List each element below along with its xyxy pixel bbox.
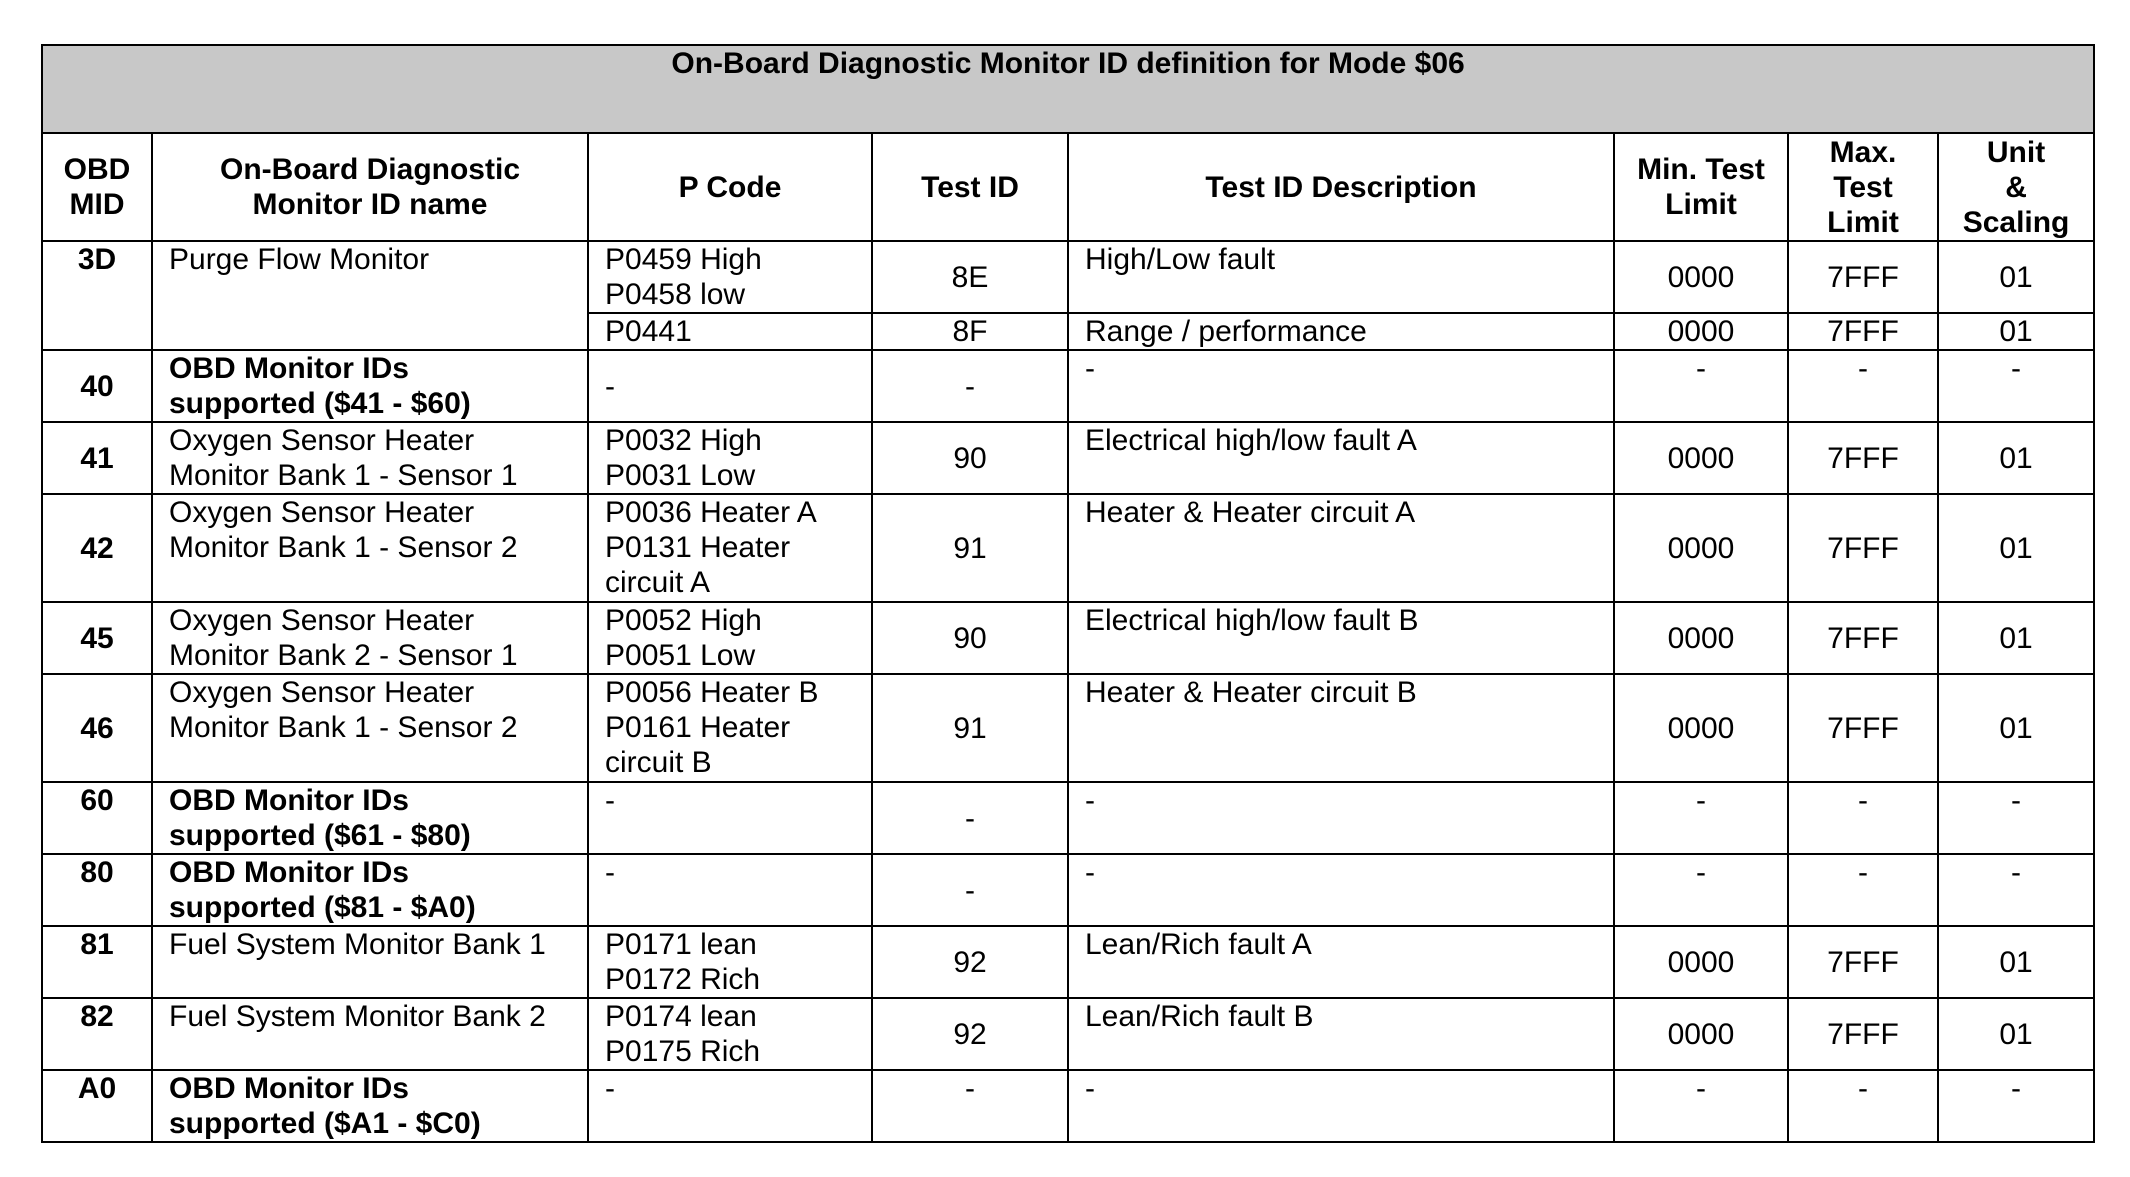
- description-cell: Range / performance: [1068, 313, 1614, 350]
- monitor-name-cell: [152, 422, 588, 494]
- monitor-name-cell: [152, 782, 588, 854]
- monitor-name-line2: Monitor Bank 1 - Sensor 2: [169, 711, 518, 744]
- p-code-cell: P0441: [588, 313, 872, 350]
- description-cell: -: [1068, 782, 1614, 854]
- min-limit-cell: 0000: [1614, 602, 1788, 674]
- mode06-monitor-table: [41, 44, 2095, 1143]
- min-limit-cell: 0000: [1614, 674, 1788, 782]
- table-row: [42, 926, 2094, 998]
- p-code-line1: P0036 Heater A: [605, 496, 817, 529]
- header-min-limit-line2: Limit: [1665, 188, 1737, 221]
- header-obd-mid: [42, 133, 152, 241]
- description-cell: -: [1068, 854, 1614, 926]
- p-code-cell: -: [588, 782, 872, 854]
- table-row: [42, 998, 2094, 1070]
- mid-cell: 60: [42, 782, 152, 854]
- header-max-limit-line1: Max.: [1829, 135, 1897, 169]
- monitor-name-line1: Fuel System Monitor Bank 1: [169, 928, 546, 961]
- monitor-name-cell: [152, 998, 588, 1070]
- max-limit-cell: 7FFF: [1788, 241, 1938, 313]
- monitor-name-cell: [152, 350, 588, 422]
- test-id-cell: 92: [872, 926, 1068, 998]
- header-unit-line1: Unit: [1986, 135, 2046, 169]
- unit-cell: -: [1938, 350, 2094, 422]
- header-unit-line2: &: [2005, 170, 2027, 204]
- mid-cell: 41: [42, 422, 152, 494]
- unit-cell: 01: [1938, 602, 2094, 674]
- unit-cell: -: [1938, 1070, 2094, 1142]
- p-code-cell: [588, 674, 872, 782]
- p-code-line1: P0171 lean: [605, 928, 757, 961]
- p-code-line1: P0056 Heater B: [605, 676, 819, 709]
- header-monitor-name: [152, 133, 588, 241]
- max-limit-cell: 7FFF: [1788, 674, 1938, 782]
- header-max-limit-line2: Test: [1833, 170, 1893, 204]
- monitor-name-line1: Oxygen Sensor Heater: [169, 424, 475, 457]
- min-limit-cell: -: [1614, 350, 1788, 422]
- monitor-name-line1: OBD Monitor IDs: [169, 352, 409, 385]
- header-test-id: Test ID: [872, 133, 1068, 241]
- mid-cell: 42: [42, 494, 152, 602]
- p-code-cell: -: [588, 1070, 872, 1142]
- min-limit-cell: -: [1614, 854, 1788, 926]
- p-code-line1: P0174 lean: [605, 1000, 757, 1033]
- description-cell: Lean/Rich fault A: [1068, 926, 1614, 998]
- unit-cell: 01: [1938, 998, 2094, 1070]
- description-cell: Heater & Heater circuit B: [1068, 674, 1614, 782]
- monitor-name-line2: supported ($A1 - $C0): [169, 1107, 481, 1140]
- description-cell: Lean/Rich fault B: [1068, 998, 1614, 1070]
- monitor-name-line2: Monitor Bank 1 - Sensor 1: [169, 459, 518, 492]
- description-cell: Electrical high/low fault A: [1068, 422, 1614, 494]
- table-row: [42, 674, 2094, 782]
- description-cell: Heater & Heater circuit A: [1068, 494, 1614, 602]
- p-code-cell: -: [588, 854, 872, 926]
- monitor-name-cell: [152, 494, 588, 602]
- monitor-name-line1: OBD Monitor IDs: [169, 1072, 409, 1105]
- monitor-name-line2: supported ($41 - $60): [169, 387, 471, 420]
- max-limit-cell: -: [1788, 782, 1938, 854]
- monitor-name-cell: [152, 674, 588, 782]
- mid-cell: 40: [42, 350, 152, 422]
- test-id-cell: 90: [872, 422, 1068, 494]
- unit-cell: 01: [1938, 313, 2094, 350]
- header-monitor-name-line1: On-Board Diagnostic: [219, 153, 520, 186]
- min-limit-cell: 0000: [1614, 422, 1788, 494]
- description-cell: -: [1068, 1070, 1614, 1142]
- monitor-name-line2: Monitor Bank 2 - Sensor 1: [169, 639, 518, 672]
- header-obd-mid-line2: MID: [69, 188, 125, 221]
- header-row: [42, 133, 2094, 241]
- test-id-cell: -: [872, 350, 1068, 422]
- unit-cell: -: [1938, 854, 2094, 926]
- min-limit-cell: 0000: [1614, 241, 1788, 313]
- monitor-name-cell: [152, 1070, 588, 1142]
- max-limit-cell: -: [1788, 350, 1938, 422]
- p-code-line2: P0031 Low: [605, 459, 756, 492]
- header-monitor-name-line2: Monitor ID name: [252, 188, 488, 221]
- description-cell: -: [1068, 350, 1614, 422]
- unit-cell: -: [1938, 782, 2094, 854]
- p-code-line2: P0161 Heater: [605, 711, 791, 744]
- monitor-name-cell: [152, 926, 588, 998]
- min-limit-cell: -: [1614, 1070, 1788, 1142]
- table-row: [42, 241, 2094, 313]
- monitor-name-line1: Oxygen Sensor Heater: [169, 604, 475, 637]
- mid-cell: 46: [42, 674, 152, 782]
- monitor-name-line2: supported ($61 - $80): [169, 819, 471, 852]
- monitor-name-line1: Oxygen Sensor Heater: [169, 676, 475, 709]
- header-min-limit: [1614, 133, 1788, 241]
- min-limit-cell: 0000: [1614, 494, 1788, 602]
- p-code-cell: [588, 494, 872, 602]
- header-obd-mid-line1: OBD: [63, 153, 131, 186]
- unit-cell: 01: [1938, 926, 2094, 998]
- mid-cell: 45: [42, 602, 152, 674]
- header-max-limit: [1788, 133, 1938, 241]
- table-row: [42, 854, 2094, 926]
- min-limit-cell: 0000: [1614, 313, 1788, 350]
- p-code-cell: [588, 602, 872, 674]
- p-code-line1: P0052 High: [605, 604, 762, 637]
- test-id-cell: -: [872, 782, 1068, 854]
- unit-cell: 01: [1938, 422, 2094, 494]
- monitor-name-line2: supported ($81 - $A0): [169, 891, 476, 924]
- max-limit-cell: -: [1788, 1070, 1938, 1142]
- p-code-cell: [588, 926, 872, 998]
- table-row: [42, 602, 2094, 674]
- max-limit-cell: 7FFF: [1788, 998, 1938, 1070]
- p-code-cell: -: [588, 350, 872, 422]
- table-row: [42, 1070, 2094, 1142]
- monitor-name-line1: OBD Monitor IDs: [169, 784, 409, 817]
- monitor-name-line2: Monitor Bank 1 - Sensor 2: [169, 531, 518, 564]
- max-limit-cell: 7FFF: [1788, 422, 1938, 494]
- test-id-cell: 91: [872, 674, 1068, 782]
- max-limit-cell: 7FFF: [1788, 494, 1938, 602]
- min-limit-cell: 0000: [1614, 926, 1788, 998]
- mid-cell: 3D: [42, 241, 152, 350]
- mid-cell: 81: [42, 926, 152, 998]
- max-limit-cell: 7FFF: [1788, 926, 1938, 998]
- p-code-line3: circuit B: [605, 746, 712, 779]
- monitor-name-cell: [152, 854, 588, 926]
- p-code-cell: [588, 241, 872, 313]
- description-cell: Electrical high/low fault B: [1068, 602, 1614, 674]
- p-code-line2: P0051 Low: [605, 639, 756, 672]
- monitor-name-cell: [152, 241, 588, 350]
- table-title: On-Board Diagnostic Monitor ID definition for Mode $06: [42, 45, 2094, 133]
- monitor-name-cell: [152, 602, 588, 674]
- min-limit-cell: 0000: [1614, 998, 1788, 1070]
- table-row: [42, 782, 2094, 854]
- p-code-line2: P0175 Rich: [605, 1035, 761, 1068]
- header-test-description: Test ID Description: [1068, 133, 1614, 241]
- header-unit-line3: Scaling: [1962, 205, 2070, 239]
- max-limit-cell: 7FFF: [1788, 602, 1938, 674]
- max-limit-cell: -: [1788, 854, 1938, 926]
- max-limit-cell: 7FFF: [1788, 313, 1938, 350]
- table-row: [42, 350, 2094, 422]
- p-code-line3: circuit A: [605, 566, 711, 599]
- mid-cell: A0: [42, 1070, 152, 1142]
- test-id-cell: 8E: [872, 241, 1068, 313]
- header-p-code: P Code: [588, 133, 872, 241]
- p-code-cell: [588, 998, 872, 1070]
- mid-cell: 82: [42, 998, 152, 1070]
- mid-cell: 80: [42, 854, 152, 926]
- monitor-name-line1: Oxygen Sensor Heater: [169, 496, 475, 529]
- monitor-name-line1: OBD Monitor IDs: [169, 856, 409, 889]
- header-max-limit-line3: Limit: [1827, 205, 1899, 239]
- table-row: [42, 494, 2094, 602]
- header-unit-scaling: [1938, 133, 2094, 241]
- header-min-limit-line1: Min. Test: [1637, 153, 1765, 186]
- test-id-cell: 91: [872, 494, 1068, 602]
- test-id-cell: 90: [872, 602, 1068, 674]
- unit-cell: 01: [1938, 241, 2094, 313]
- monitor-name-line1: Purge Flow Monitor: [169, 243, 430, 276]
- p-code-line1: P0032 High: [605, 424, 762, 457]
- min-limit-cell: -: [1614, 782, 1788, 854]
- test-id-cell: 8F: [872, 313, 1068, 350]
- unit-cell: 01: [1938, 674, 2094, 782]
- p-code-line2: P0131 Heater: [605, 531, 791, 564]
- unit-cell: 01: [1938, 494, 2094, 602]
- p-code-line1: P0459 High: [605, 243, 762, 276]
- test-id-cell: 92: [872, 998, 1068, 1070]
- monitor-name-line1: Fuel System Monitor Bank 2: [169, 1000, 546, 1033]
- p-code-line2: P0172 Rich: [605, 963, 761, 996]
- description-cell: High/Low fault: [1068, 241, 1614, 313]
- p-code-line2: P0458 low: [605, 278, 746, 311]
- p-code-cell: [588, 422, 872, 494]
- test-id-cell: -: [872, 1070, 1068, 1142]
- test-id-cell: -: [872, 854, 1068, 926]
- table-row: [42, 422, 2094, 494]
